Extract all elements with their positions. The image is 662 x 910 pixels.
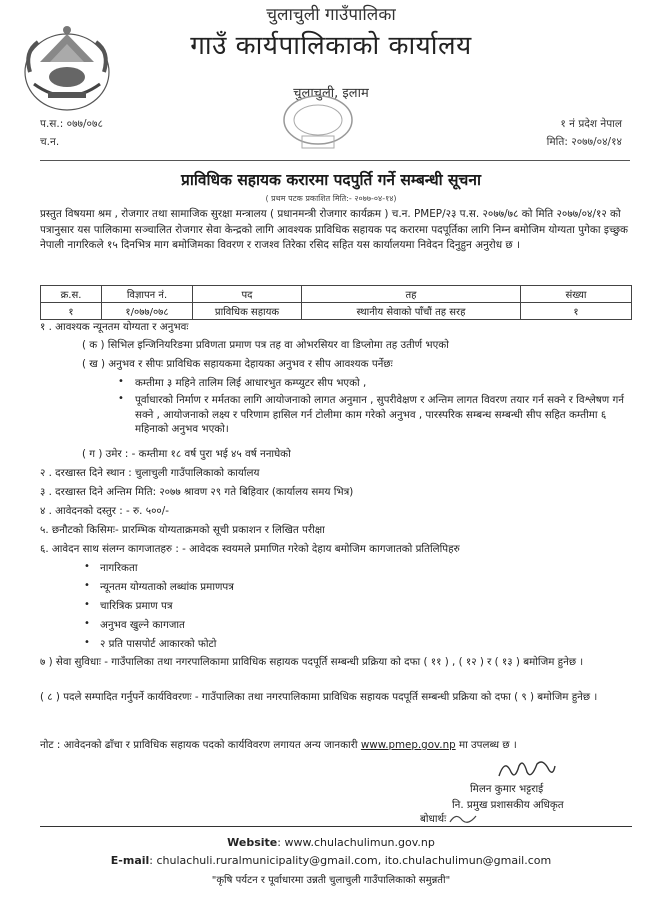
service-benefits: ७ ) सेवा सुविधाः - गाउँपालिका तथा नगरपालिकामा प्राविधिक सहायक पदपूर्ति सम्बन्धी प्रक्रिया को दफा ( ११ ) , ( १२ ) र ( १३ ) बमोजिम हुनेछ । — [40, 656, 584, 668]
notice-title: प्राविधिक सहायक करारमा पदपुर्ति गर्ने सम्बन्धी सूचना — [181, 171, 481, 189]
footer-slogan: "कृषि पर्यटन र पूर्वाधारमा उन्नती चुलाचुली गाउँपालिकाको समुन्नती" — [211, 875, 451, 886]
requirements-heading: १ . आवश्यक न्यूनतम योग्यता र अनुभवः — [40, 321, 189, 333]
document-item: नागरिकता — [100, 562, 138, 574]
signature-icon — [495, 754, 557, 784]
requirement-kha-skill-2: पूर्वाधारको निर्माण र मर्मतका लागि आयोजनाको लागत अनुमान , सुपरीवेक्षण र अन्तिम लागत विवरण तयार गर्न सक्ने र विश्लेषण गर्न सक्ने , आयोजनाको लक्ष्य र परिणाम हासिल गर्न टोलीमा काम गरेको अनुभव , पारस्परिक सम्बन्ध सम्बन्धी सीप सहित कम्तीमा ६ महिनाको अनुभव भएको। — [135, 394, 624, 435]
signatory-title: नि. प्रमुख प्रशासकीय अधिकृत — [452, 799, 564, 811]
bullet-icon: • — [84, 618, 90, 629]
document-item: न्यूनतम योग्यताको लब्धांक प्रमाणपत्र — [100, 581, 234, 593]
letter-date: मिति: २०७७/०४/१४ — [546, 136, 622, 148]
document-item: २ प्रति पासपोर्ट आकारको फोटो — [100, 638, 217, 650]
office-location: चुलाचुली, इलाम — [293, 86, 369, 101]
footer-email — [0, 854, 662, 867]
bullet-icon: • — [118, 376, 124, 387]
dispatch-number: च.न. — [40, 136, 60, 148]
document-item: चारित्रिक प्रमाण पत्र — [100, 600, 173, 612]
cell-sn: १ — [41, 303, 102, 320]
application-fee: ४ . आवेदनको दस्तुर : - रु. ५००/- — [40, 505, 169, 517]
cell-ad-no: १/०७७/०७८ — [102, 303, 193, 320]
email-addresses[interactable]: : chulachuli.ruralmunicipality@gmail.com, ito.chulachulimun@gmail.com — [149, 854, 552, 867]
notice-intro: प्रस्तुत विषयमा श्रम , रोजगार तथा सामाजिक सुरक्षा मन्त्रालय ( प्रधानमन्त्री रोजगार कार्यक्रम ) च.न. PMEP/२३ प.स. २०७७/७८ को मिति २०७७/०४/१२ को पत्रानुसार यस पालिकामा सञ्चालित रोजगार सेवा केन्द्रको लागि आवश्यक प्राविधिक सहायक पद करारमा पदपूर्तिका लागि निम्न बमोजिम योग्यता पुगेका इच्छुक नेपाली नागरिकले १५ दिनभित्र माग बमोजिमका विवरण र राजश्व तिरेका रसिद सहित यस कार्यालयमा निवेदन दिनुहुन अनुरोध छ । — [40, 208, 629, 251]
note-suffix: मा उपलब्ध छ । — [458, 739, 517, 751]
col-header-ad-no: विज्ञापन नं. — [102, 286, 193, 303]
note-text: नोट : आवेदनको ढाँचा र प्राविधिक सहायक पदको कार्यविवरण लगायत अन्य जानकारी — [40, 739, 358, 751]
header-divider — [40, 160, 630, 161]
vacancy-table — [40, 285, 632, 320]
letter-number: प.स.: ०७७/०७८ — [40, 118, 103, 130]
cell-level: स्थानीय सेवाको पाँचौं तह सरह — [302, 303, 521, 320]
email-label: E-mail — [110, 854, 150, 867]
pmep-website-link[interactable]: www.pmep.gov.np — [360, 739, 456, 751]
table-header-row — [41, 286, 632, 303]
signatory-name: मिलन कुमार भट्टराई — [470, 783, 544, 795]
selection-method: ५. छनौटको किसिमः- प्रारम्भिक योग्यताक्रमको सूची प्रकाशन र लिखित परीक्षा — [40, 524, 325, 536]
requirement-ga: ( ग ) उमेर : - कम्तीमा १८ वर्ष पुरा भई ४५ वर्ष ननाघेको — [82, 448, 291, 460]
col-header-sn: क्र.स. — [41, 286, 102, 303]
job-description: ( ८ ) पदले सम्पादित गर्नुपर्ने कार्यविवरणः - गाउँपालिका तथा नगरपालिकामा प्राविधिक सहायक पदपूर्ति सम्बन्धी प्रक्रिया को दफा ( ९ ) बमोजिम हुनेछ । — [40, 691, 598, 703]
attached-documents-heading: ६. आवेदन साथ संलग्न कागजातहरु : - आवेदक स्वयमले प्रमाणित गरेको देहाय बमोजिम कागजातको प्रतिलिपिहरु — [40, 543, 460, 555]
requirement-ka: ( क ) सिभिल इन्जिनियरिङमा प्रविणता प्रमाण पत्र तह वा ओभरसियर वा डिप्लोमा तह उतीर्ण भएको — [82, 339, 449, 351]
cell-post: प्राविधिक सहायक — [193, 303, 302, 320]
copy-to-label: बोधार्थः — [420, 813, 447, 825]
application-place: २ . दरखास्त दिने स्थान : चुलाचुली गाउँपालिकाको कार्यालय — [40, 467, 260, 479]
footer-website — [0, 836, 662, 849]
website-url[interactable]: : www.chulachulimun.gov.np — [277, 836, 435, 849]
cell-count: १ — [521, 303, 632, 320]
requirement-kha: ( ख ) अनुभव र सीपः प्राविधिक सहायकमा देहायका अनुभव र सीप आवश्यक पर्नेछः — [82, 358, 393, 370]
bullet-icon: • — [84, 599, 90, 610]
col-header-post: पद — [193, 286, 302, 303]
bullet-icon: • — [84, 561, 90, 572]
office-name: गाउँ कार्यपालिकाको कार्यालय — [190, 31, 472, 61]
bullet-icon: • — [118, 393, 124, 404]
office-stamp-icon — [268, 92, 368, 154]
application-deadline: ३ . दरखास्त दिने अन्तिम मिति: २०७७ श्रावण २९ गते बिहिवार (कार्यालय समय भित्र) — [40, 486, 354, 498]
website-label: Website — [227, 836, 278, 849]
footer-divider — [40, 826, 632, 827]
province-label: १ नं प्रदेश नेपाल — [560, 118, 622, 130]
requirement-kha-skill-1: कम्तीमा ३ महिने तालिम लिई आधारभुत कम्प्युटर सीप भएको , — [135, 377, 367, 389]
note-line — [40, 738, 632, 753]
bullet-icon: • — [84, 580, 90, 591]
col-header-count: संख्या — [521, 286, 632, 303]
table-row — [41, 303, 632, 320]
bullet-icon: • — [84, 637, 90, 648]
municipality-name: चुलाचुली गाउँपालिका — [266, 5, 396, 25]
document-item: अनुभव खुल्ने कागजात — [100, 619, 185, 631]
col-header-level: तह — [302, 286, 521, 303]
notice-subtitle: ( प्रथम पटक प्रकाशित मिति:- २०७७-०४-१४) — [265, 194, 397, 203]
